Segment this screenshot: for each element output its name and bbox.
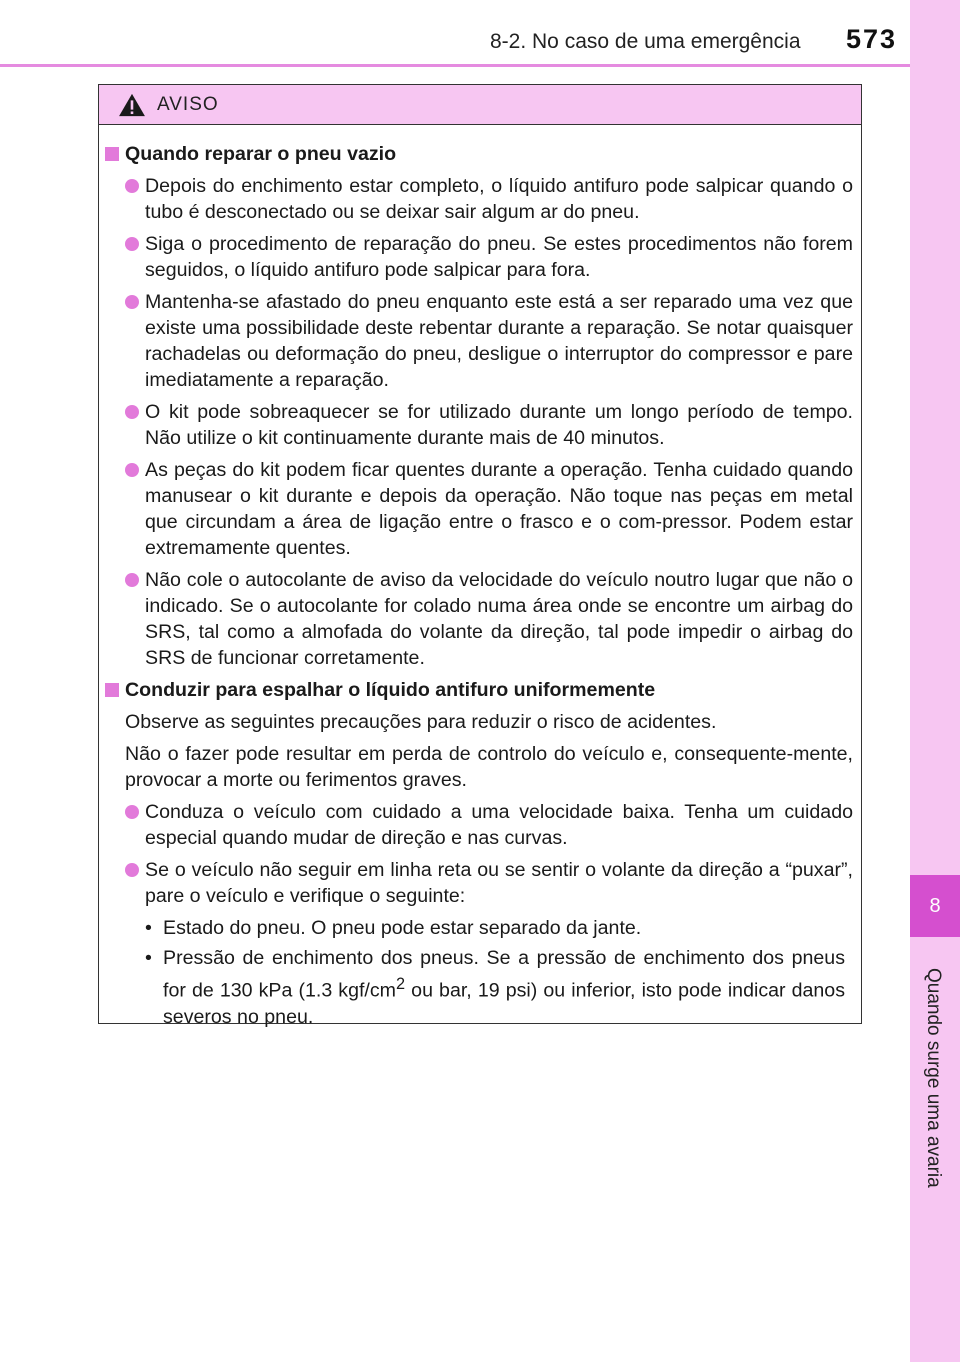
warning-box <box>98 84 862 1028</box>
list-item: Siga o procedimento de reparação do pneu. Se estes procedimentos não forem seguidos, o líquido antifuro pode salpicar para fora. <box>105 231 853 283</box>
check-item-text: Estado do pneu. O pneu pode estar separado da jante. <box>163 917 642 939</box>
bullet-dot: • <box>145 947 152 969</box>
warning-triangle-icon <box>117 93 147 117</box>
warning-body <box>99 125 861 1030</box>
superscript: 2 <box>396 975 406 993</box>
bullet-dot: • <box>145 917 152 939</box>
section-heading-flat-tire: Quando reparar o pneu vazio <box>105 141 853 167</box>
check-list <box>105 915 853 1030</box>
check-item-text: Pressão de enchimento dos pneus. Se a pressão de enchimento dos pneus for de 130 kPa (1.3 kgf/cm <box>163 947 845 1002</box>
header-divider <box>0 64 910 67</box>
list-item: Não cole o autocolante de aviso da velocidade do veículo noutro lugar que não o indicado. Se o autocolante for colado numa área onde se encontre um airbag do SRS, tal como a almofada do volante da direção, tal pode impedir o airbag do SRS de funcionar corretamente. <box>105 567 853 671</box>
list-item: Conduza o veículo com cuidado a uma velocidade baixa. Tenha um cuidado especial quando mudar de direção e nas curvas. <box>105 799 853 851</box>
page-number: 573 <box>846 24 898 54</box>
section-title: 8-2. No caso de uma emergência <box>490 30 801 53</box>
chapter-number-tab[interactable]: 8 <box>910 875 960 937</box>
paragraph: Não o fazer pode resultar em perda de controlo do veículo e, consequente-mente, provocar a morte ou ferimentos graves. <box>125 743 853 791</box>
check-item-text: ou bar, 19 psi) ou inferior, isto pode indicar danos severos no pneu. <box>163 979 846 1028</box>
paragraph: Observe as seguintes precauções para reduzir o risco de acidentes. <box>125 711 717 733</box>
list-item: Se o veículo não seguir em linha reta ou se sentir o volante da direção a “puxar”, pare o veículo e verifique o seguinte: <box>105 857 853 909</box>
chapter-label: Quando surge uma avaria <box>923 968 944 1188</box>
list-item: O kit pode sobreaquecer se for utilizado durante um longo período de tempo. Não utilize o kit continuamente durante mais de 40 minutos. <box>105 399 853 451</box>
list-item: Depois do enchimento estar completo, o líquido antifuro pode salpicar quando o tubo é desconectado ou se deixar sair algum ar do pneu. <box>105 173 853 225</box>
warning-title: AVISO <box>157 93 219 115</box>
warning-header <box>99 85 861 125</box>
check-item <box>145 915 853 941</box>
check-item <box>145 945 853 1030</box>
list-item: As peças do kit podem ficar quentes durante a operação. Tenha cuidado quando manusear o kit durante e depois da operação. Não toque nas peças em metal que circundam a área de ligação entre o frasco e o com-pressor. Podem estar extremamente quentes. <box>105 457 853 561</box>
list-item: Mantenha-se afastado do pneu enquanto este está a ser reparado uma vez que existe uma possibilidade deste rebentar durante a reparação. Se notar quaisquer rachadelas ou deformação do pneu, desligue o interruptor do compressor e pare imediatamente a reparação. <box>105 289 853 393</box>
section-heading-driving: Conduzir para espalhar o líquido antifuro uniformemente <box>105 677 853 703</box>
